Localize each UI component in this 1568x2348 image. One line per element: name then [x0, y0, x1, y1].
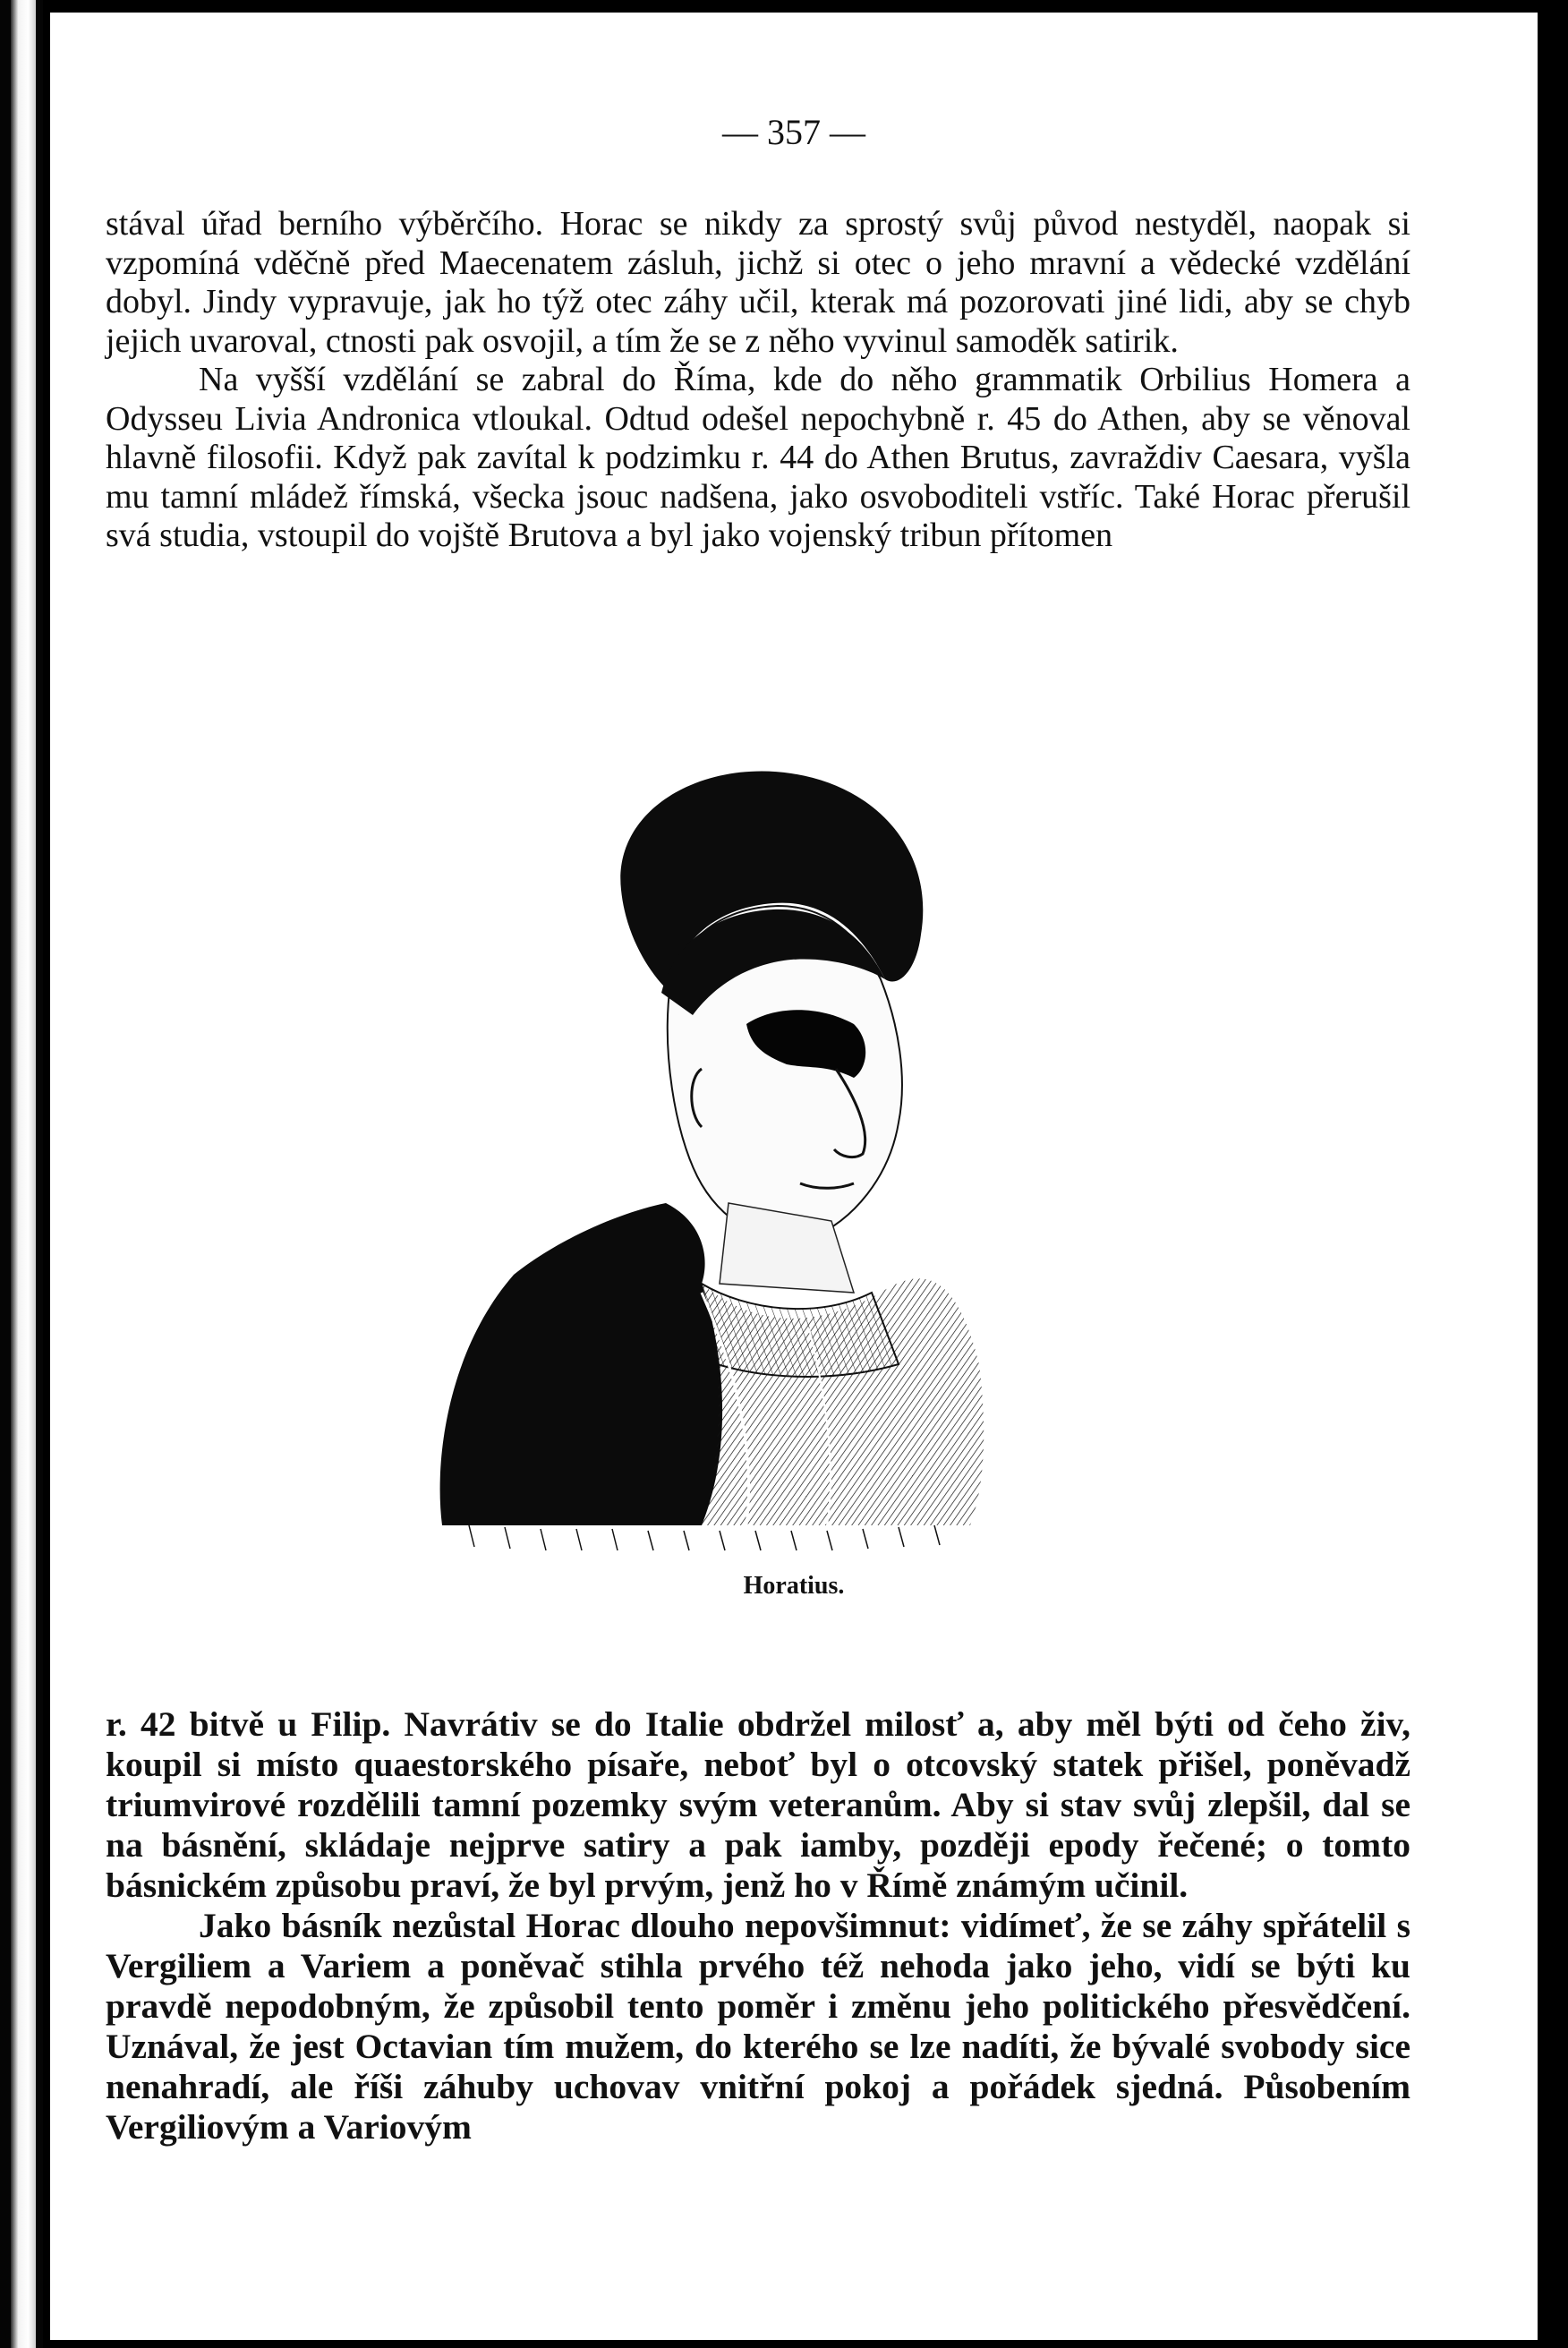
paragraph-philippi: r. 42 bitvě u Filip. Navrátiv se do Italie obdržel milosť a, aby měl býti od čeho živ, koupil si místo quaestorského písaře, neboť byl o otcovský statek přišel, poněvadž triumvirové rozdělili tamní pozemky svým veteranům. Aby si stav svůj zlepšil, dal se na básnění, skládaje nejprve satiry a pak iamby, později epody řečené; o tomto básnickém způsobu praví, že byl prvým, jenž ho v Římě známým učinil.: [106, 1704, 1410, 1905]
paragraph-continued: stával úřad berního výběrčího. Horac se nikdy za sprostý svůj původ nestyděl, naopak si vzpomíná vděčně před Maecenatem zásluh, jichž si otec o jeho mravní a vědecké vzdělání dobyl. Jindy vypravuje, jak ho týž otec záhy učil, kterak má pozorovati jiné lidi, aby se chyb jejich uvaroval, ctnosti pak osvojil, a tím že se z něho vyvinul samoděk satirik.: [106, 205, 1410, 360]
paragraph-rome-athens: Na vyšší vzdělání se zabral do Říma, kde do něho grammatik Orbilius Homera a Odysseu Livia Andronica vtloukal. Odtud odešel nepochybně r. 45 do Athen, aby se věnoval hlavně filosofii. Když pak zavítal k podzimku r. 44 do Athen Brutus, zavraždiv Caesara, vyšla mu tamní mládež římská, všecka jsouc nadšena, jako osvoboditeli vstříc. Také Horac přerušil svá studia, vstoupil do vojště Brutova a byl jako vojenský tribun přítomen: [106, 361, 1410, 554]
horatius-portrait-engraving: [433, 756, 988, 1552]
page-number: — 357 —: [722, 112, 865, 152]
paragraph-vergil-varius: Jako básník nezůstal Horac dlouho nepovšimnut: vidímeť, že se záhy spřátelil s Vergiliem a Variem a poněvač stihla prvého též nehoda jako jeho, vidí se býti ku pravdě nepodobným, že způsobil tento poměr i změnu jeho politického přesvědčení. Uznával, že jest Octavian tím mužem, do kterého se lze nadíti, že bývalé svobody sice nenahradí, ale říši záhuby uchovav vnitřní pokoj a pořádek sjedná. Působením Vergiliovým a Variovým: [106, 1906, 1410, 2147]
facing-page-edge: [11, 0, 36, 2348]
top-text-block: [106, 205, 1410, 556]
scan-right-margin: [1541, 0, 1568, 2348]
bottom-text-block: [106, 1704, 1410, 2147]
figure-caption: Horatius.: [743, 1572, 845, 1600]
book-page: [50, 13, 1538, 2340]
